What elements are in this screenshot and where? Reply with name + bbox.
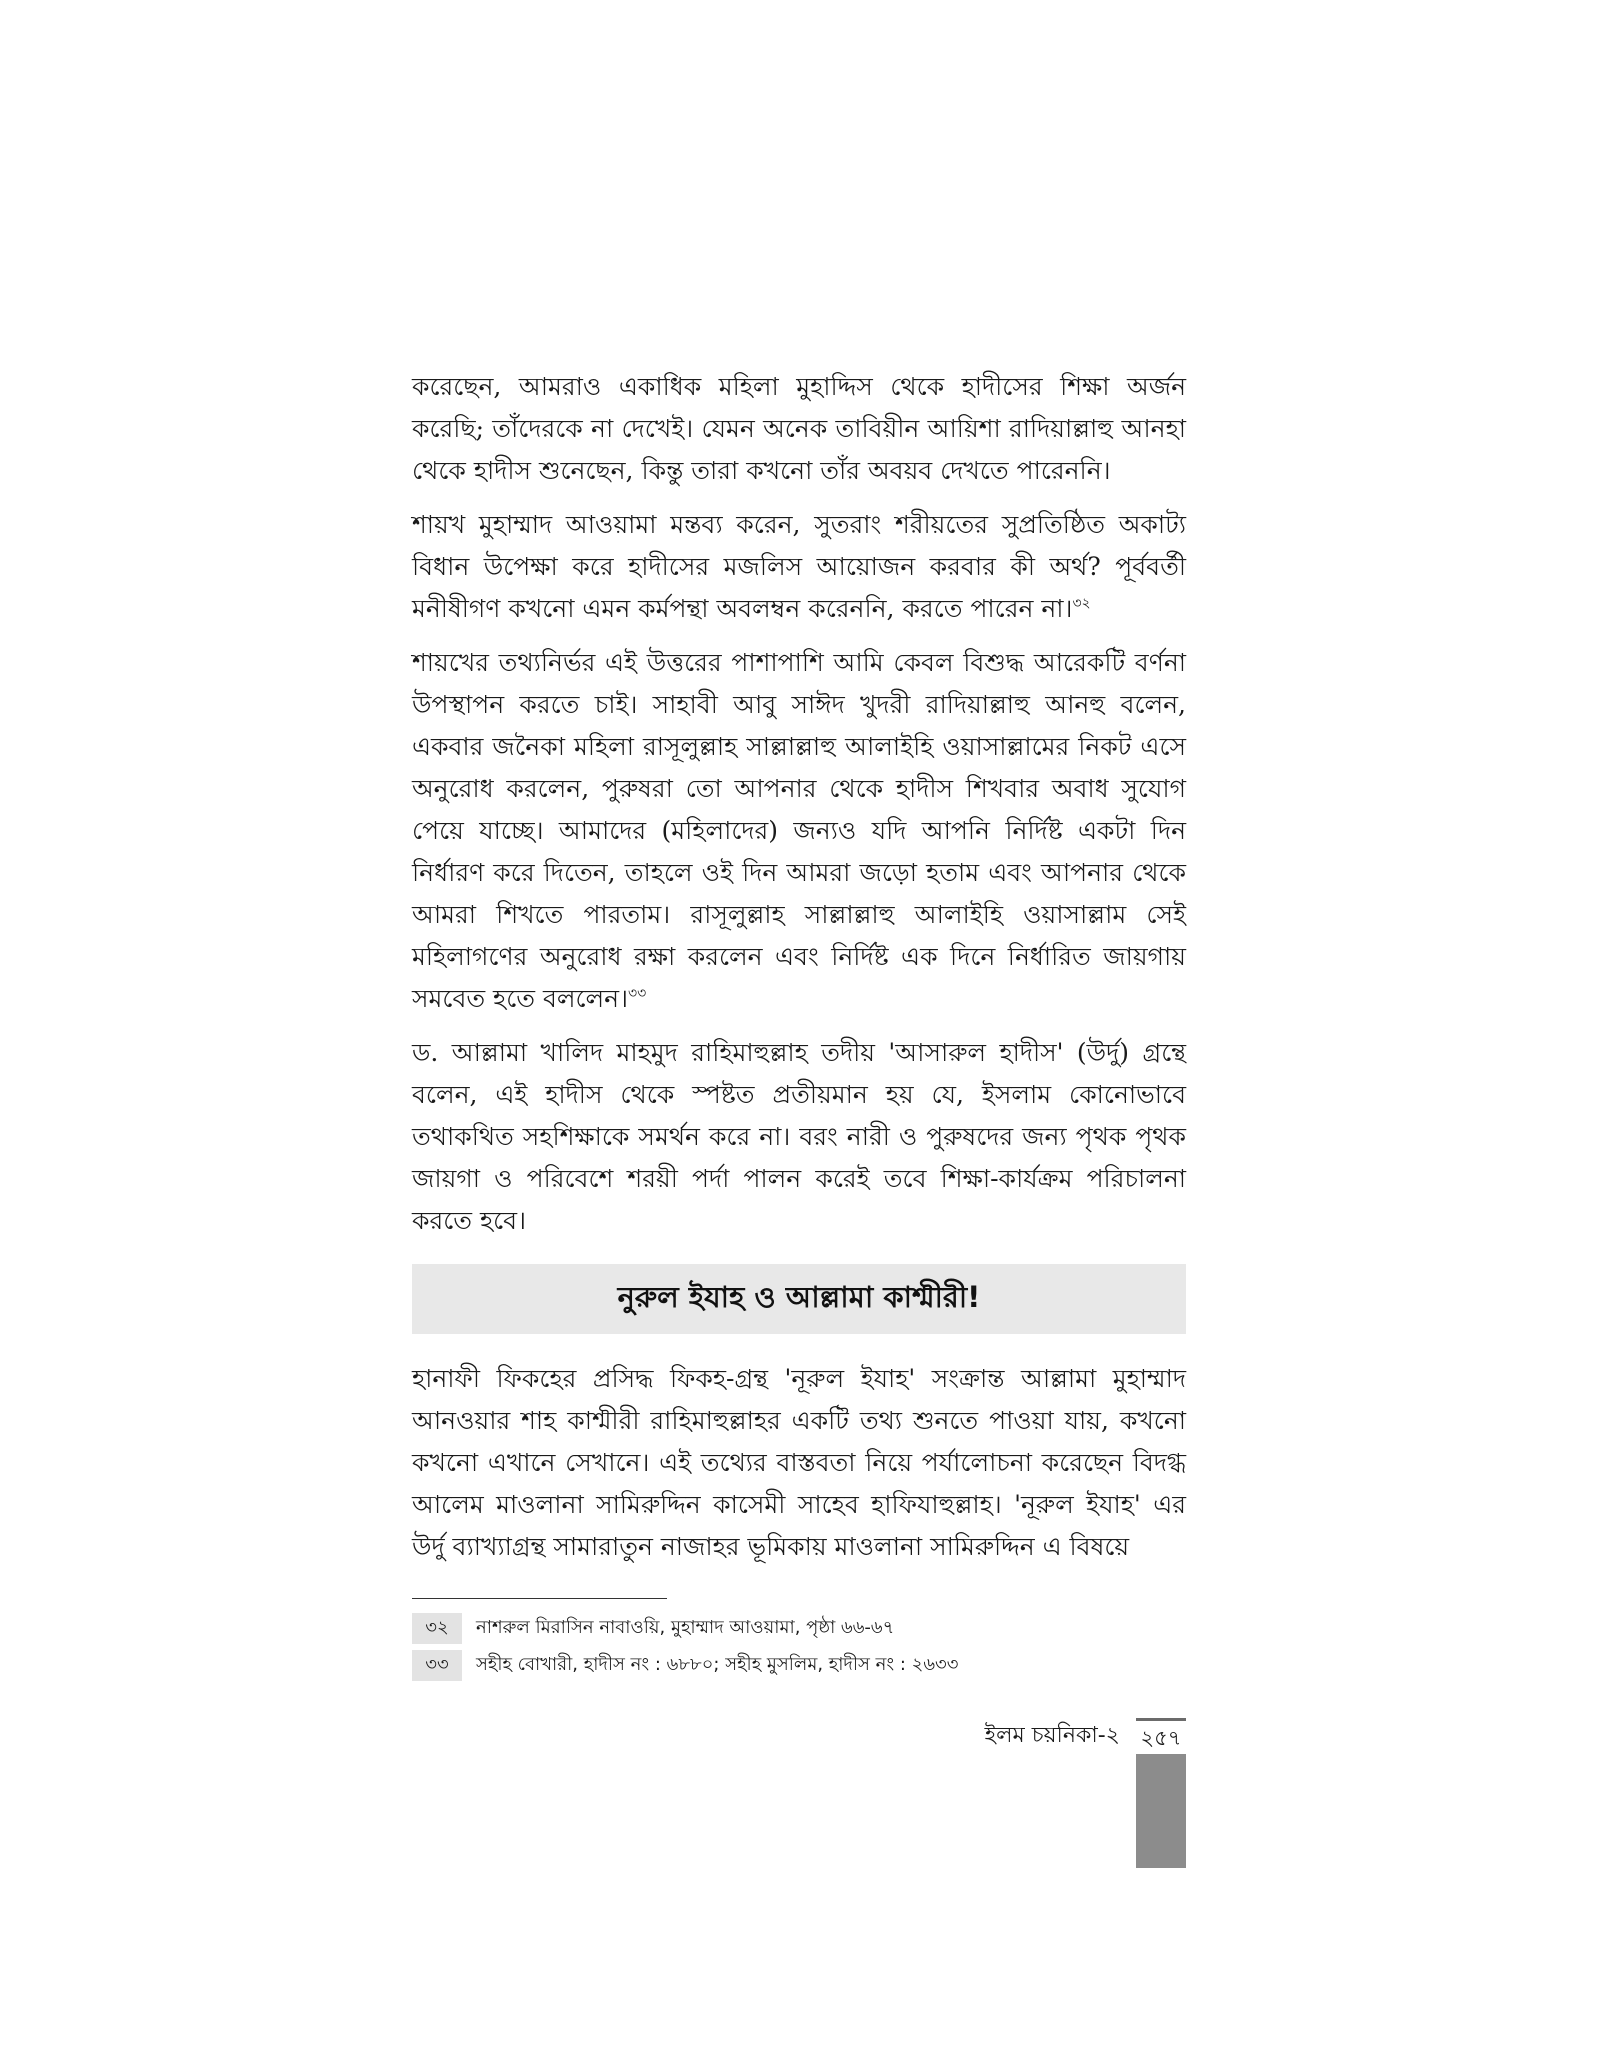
- paragraph-5: [412, 1358, 1186, 1568]
- paragraph-2-text: শায়খ মুহাম্মাদ আওয়ামা মন্তব্য করেন, সুতরাং শরীয়তের সুপ্রতিষ্ঠিত অকাট্য বিধান উপেক্ষা করে হাদীসের মজলিস আয়োজন করবার কী অর্থ? পূর্ববর্তী মনীষীগণ কখনো এমন কর্মপন্থা অবলম্বন করেননি, করতে পারেন না।: [412, 510, 1186, 623]
- footnote-divider: [412, 1598, 667, 1599]
- paragraph-1-text: করেছেন, আমরাও একাধিক মহিলা মুহাদ্দিস থেকে হাদীসের শিক্ষা অর্জন করেছি; তাঁদেরকে না দেখেই। যেমন অনেক তাবিয়ীন আয়িশা রাদিয়াল্লাহু আনহা থেকে হাদীস শুনেছেন, কিন্তু তারা কখনো তাঁর অবয়ব দেখতে পারেননি।: [412, 372, 1186, 485]
- page-footer: [985, 1718, 1186, 1868]
- footnote-ref-32[interactable]: ৩২: [1072, 595, 1091, 612]
- page-tab: [1136, 1718, 1186, 1868]
- footnotes: [412, 1598, 1186, 1687]
- main-text: [412, 366, 1186, 1580]
- page-number: ২৫৭: [1136, 1718, 1186, 1754]
- book-title: ইলম চয়নিকা-২: [984, 1723, 1120, 1748]
- footnote-ref-33[interactable]: ৩৩: [628, 985, 647, 1002]
- paragraph-2: [412, 504, 1186, 630]
- footnote-32: [412, 1613, 1186, 1644]
- footnote-text: নাশরুল মিরাসিন নাবাওয়ি, মুহাম্মাদ আওয়ামা, পৃষ্ঠা ৬৬-৬৭: [476, 1617, 895, 1638]
- footnote-number: ৩৩: [412, 1650, 462, 1681]
- footnote-text: সহীহ বোখারী, হাদীস নং : ৬৮৮০; সহীহ মুসলিম, হাদীস নং : ২৬৩৩: [476, 1654, 959, 1675]
- paragraph-5-text: হানাফী ফিকহের প্রসিদ্ধ ফিকহ-গ্রন্থ 'নূরুল ইযাহ' সংক্রান্ত আল্লামা মুহাম্মাদ আনওয়ার শাহ কাশ্মীরী রাহিমাহুল্লাহর একটি তথ্য শুনতে পাওয়া যায়, কখনো কখনো এখানে সেখানে। এই তথ্যের বাস্তবতা নিয়ে পর্যালোচনা করেছেন বিদগ্ধ আলেম মাওলানা সামিরুদ্দিন কাসেমী সাহেব হাফিযাহুল্লাহ। 'নূরুল ইযাহ' এর উর্দু ব্যাখ্যাগ্রন্থ সামারাতুন নাজাহর ভূমিকায় মাওলানা সামিরুদ্দিন এ বিষয়ে: [412, 1364, 1186, 1561]
- footnote-33: [412, 1650, 1186, 1681]
- section-heading-box: [412, 1264, 1186, 1334]
- page-tab-bar: [1136, 1754, 1186, 1868]
- section-heading: নুরুল ইযাহ ও আল্লামা কাশ্মীরী!: [617, 1279, 981, 1314]
- paragraph-3-text: শায়খের তথ্যনির্ভর এই উত্তরের পাশাপাশি আমি কেবল বিশুদ্ধ আরেকটি বর্ণনা উপস্থাপন করতে চাই। সাহাবী আবু সাঈদ খুদরী রাদিয়াল্লাহু আনহু বলেন, একবার জনৈকা মহিলা রাসূলুল্লাহ সাল্লাল্লাহু আলাইহি ওয়াসাল্লামের নিকট এসে অনুরোধ করলেন, পুরুষরা তো আপনার থেকে হাদীস শিখবার অবাধ সুযোগ পেয়ে যাচ্ছে। আমাদের (মহিলাদের) জন্যও যদি আপনি নির্দিষ্ট একটা দিন নির্ধারণ করে দিতেন, তাহলে ওই দিন আমরা জড়ো হতাম এবং আপনার থেকে আমরা শিখতে পারতাম। রাসূলুল্লাহ সাল্লাল্লাহু আলাইহি ওয়াসাল্লাম সেই মহিলাগণের অনুরোধ রক্ষা করলেন এবং নির্দিষ্ট এক দিনে নির্ধারিত জায়গায় সমবেত হতে বললেন।: [412, 648, 1186, 1013]
- footnote-number: ৩২: [412, 1613, 462, 1644]
- paragraph-4-text: ড. আল্লামা খালিদ মাহমুদ রাহিমাহুল্লাহ তদীয় 'আসারুল হাদীস' (উর্দু) গ্রন্থে বলেন, এই হাদীস থেকে স্পষ্টত প্রতীয়মান হয় যে, ইসলাম কোনোভাবে তথাকথিত সহশিক্ষাকে সমর্থন করে না। বরং নারী ও পুরুষদের জন্য পৃথক পৃথক জায়গা ও পরিবেশে শরয়ী পর্দা পালন করেই তবে শিক্ষা-কার্যক্রম পরিচালনা করতে হবে।: [412, 1038, 1186, 1235]
- paragraph-1: [412, 366, 1186, 492]
- paragraph-4: [412, 1032, 1186, 1242]
- paragraph-3: [412, 642, 1186, 1020]
